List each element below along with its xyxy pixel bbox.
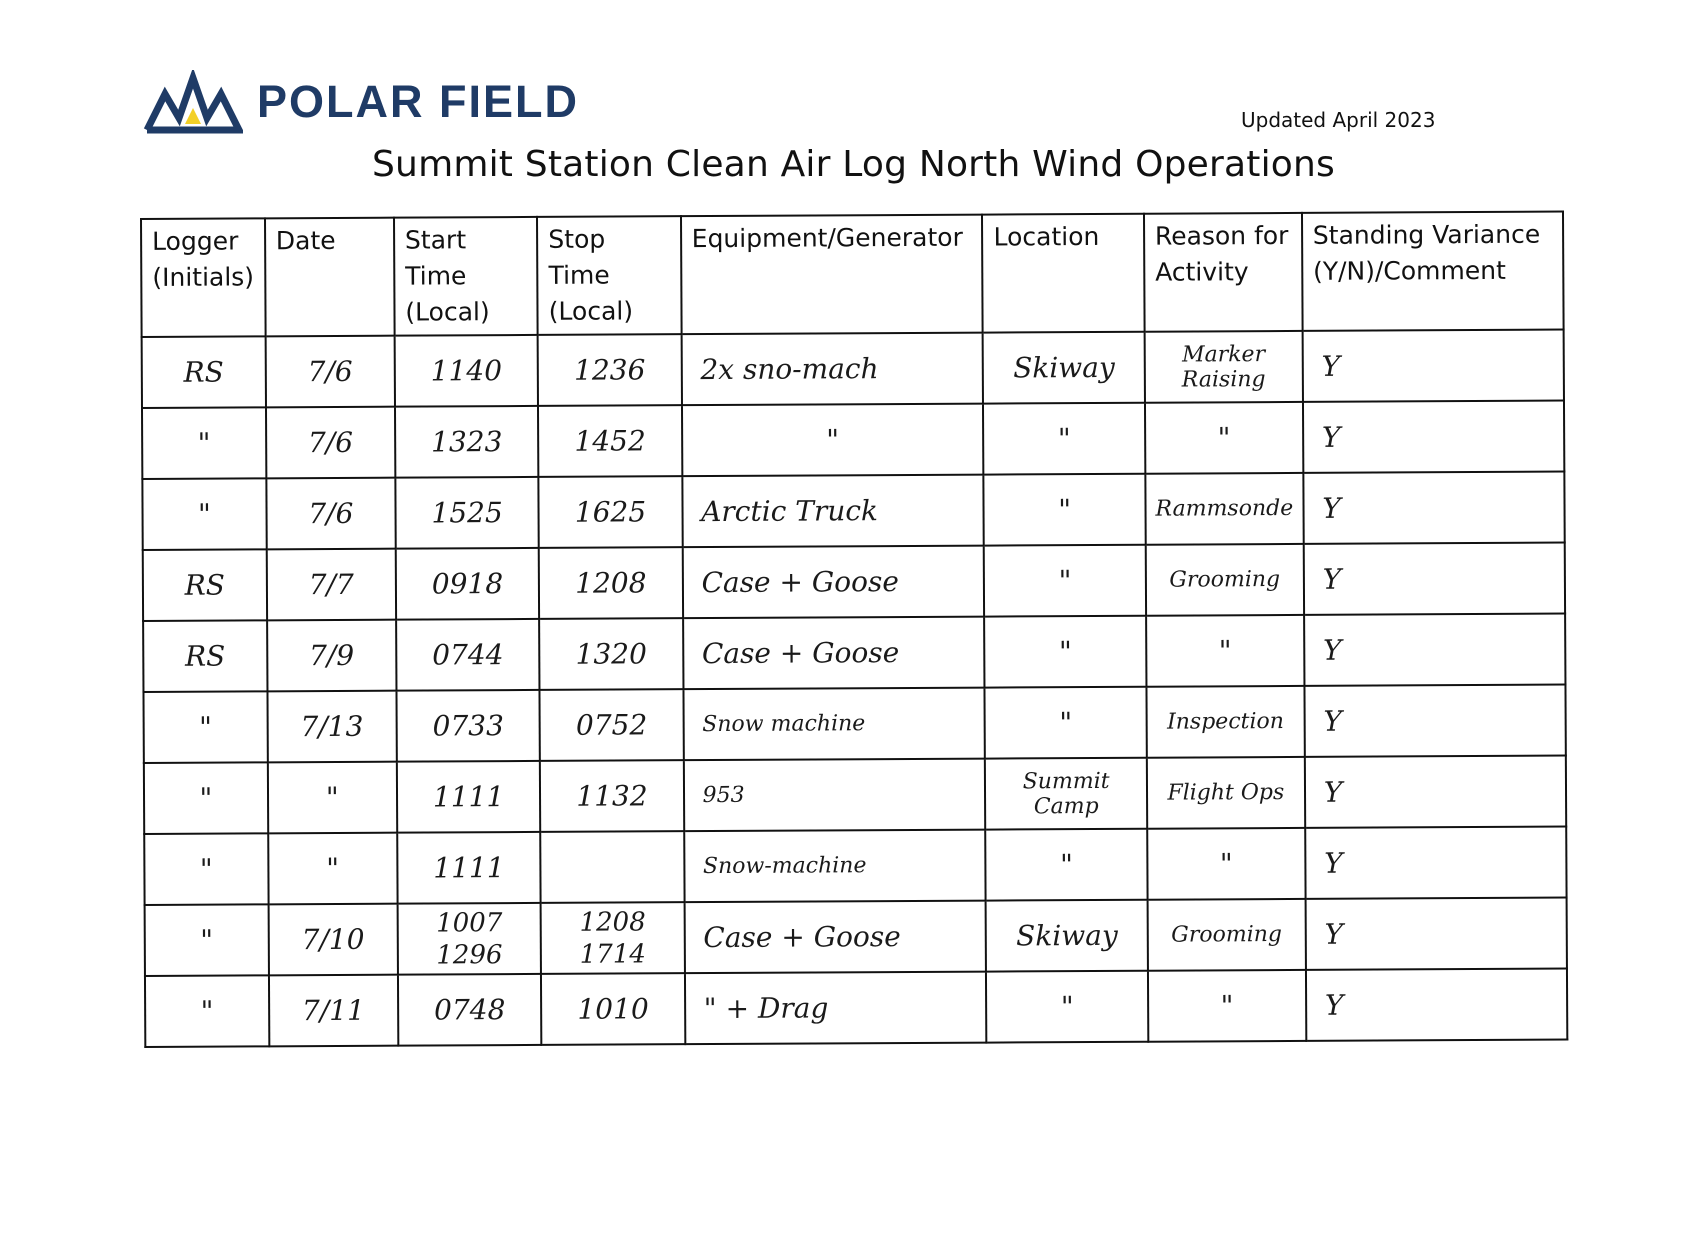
cell-location: Summit Camp [985,758,1147,830]
header-stop-time: Stop Time (Local) [537,216,681,335]
header-date: Date [265,218,395,337]
cell-date: 7/13 [267,691,397,763]
cell-stop-first: 1208 [579,906,646,938]
logo-text: POLAR FIELD [257,76,579,127]
cell-stop: 1236 [538,334,682,406]
cell-location: " [986,971,1148,1043]
table-row [142,472,1564,550]
cell-reason: Rammsonde [1145,473,1303,545]
cell-stop [540,831,684,903]
cell-equipment: Arctic Truck [682,475,984,548]
table-row [145,898,1567,976]
cell-location: " [983,403,1145,475]
header-reason: Reason for Activity [1144,213,1303,332]
header-logger: Logger (Initials) [141,218,265,337]
table-row [142,401,1564,479]
cell-location: " [986,829,1148,901]
cell-date: 7/7 [266,549,396,621]
table-row [145,969,1567,1047]
cell-start [397,903,541,975]
cell-equipment: " [682,404,984,477]
cell-stop: 1132 [540,760,684,832]
cell-date: " [268,833,398,905]
cell-logger: " [144,762,268,834]
cell-equipment: Case + Goose [683,617,985,690]
cell-start: 0733 [396,690,540,762]
cell-start: 1111 [397,832,541,904]
cell-logger: RS [143,620,267,692]
cell-date: 7/9 [267,620,397,692]
cell-stop: 1010 [541,973,685,1045]
cell-reason: Grooming [1147,899,1305,971]
page-title: Summit Station Clean Air Log North Wind Operations [372,144,1335,185]
cell-equipment: 2x sno-mach [681,333,983,406]
header-equipment: Equipment/Generator [681,215,983,335]
cell-location: Skiway [983,332,1145,404]
cell-reason: Inspection [1146,686,1304,758]
cell-reason: " [1145,402,1303,474]
cell-location: " [985,687,1147,759]
cell-stop: 1320 [539,618,683,690]
cell-date: " [268,762,398,834]
cell-reason: " [1148,970,1306,1042]
table-row [144,827,1566,905]
mountain-logo-icon [143,70,243,134]
cell-logger: RS [143,549,267,621]
cell-date: 7/6 [265,336,395,408]
cell-start: 0918 [396,548,540,620]
cell-variance: Y [1304,614,1566,686]
table-row [143,685,1565,763]
header-start-time: Start Time (Local) [394,217,538,336]
cell-start-second: 1296 [436,939,503,970]
cell-equipment: Case + Goose [684,901,986,974]
cell-start-first: 1007 [436,907,503,938]
cell-equipment: Case + Goose [682,546,984,619]
cell-variance: Y [1305,898,1567,970]
cell-stop: 0752 [540,689,684,761]
cell-variance: Y [1302,330,1564,402]
cell-stop [541,902,685,974]
cell-reason: " [1147,828,1305,900]
cell-variance: Y [1305,756,1567,828]
updated-date: Updated April 2023 [1241,108,1436,132]
cell-date: 7/11 [269,975,399,1047]
cell-date: 7/10 [268,904,398,976]
table-row [142,330,1564,408]
polar-field-logo [143,70,579,134]
cell-stop: 1208 [539,547,683,619]
cell-variance: Y [1305,827,1567,899]
cell-location: " [985,616,1147,688]
cell-date: 7/6 [266,478,396,550]
cell-start: 0744 [396,619,540,691]
cell-variance: Y [1304,685,1566,757]
header-location: Location [982,214,1144,333]
cell-date: 7/6 [266,407,396,479]
table-row [144,756,1566,834]
cell-start: 1111 [397,761,541,833]
cell-start: 1323 [395,406,539,478]
cell-stop: 1625 [539,476,683,548]
cell-equipment: Snow-machine [684,830,986,903]
cell-start: 1525 [395,477,539,549]
cell-equipment: 953 [683,759,985,832]
header-variance: Standing Variance (Y/N)/Comment [1302,212,1564,331]
cell-variance: Y [1303,543,1565,615]
cell-location: " [984,545,1146,617]
cell-start: 0748 [398,974,542,1046]
cell-logger: " [145,904,269,976]
clean-air-log-table [140,211,1568,1048]
cell-reason: Grooming [1146,544,1304,616]
table-header-row [141,212,1564,337]
cell-variance: Y [1303,401,1565,473]
cell-logger: " [142,478,266,550]
cell-reason: Marker Raising [1144,331,1302,403]
cell-equipment: Snow machine [683,688,985,761]
cell-location: " [984,474,1146,546]
cell-variance: Y [1303,472,1565,544]
cell-stop: 1452 [538,405,682,477]
table-row [143,614,1565,692]
cell-reason: Flight Ops [1147,757,1305,829]
table-row [143,543,1565,621]
cell-variance: Y [1306,969,1568,1041]
cell-logger: RS [142,336,266,408]
cell-reason: " [1146,615,1304,687]
cell-location: Skiway [986,900,1148,972]
cell-logger: " [142,407,266,479]
cell-stop-second: 1714 [579,938,646,970]
cell-logger: " [145,975,269,1047]
cell-logger: " [144,833,268,905]
cell-logger: " [143,691,267,763]
cell-equipment: " + Drag [685,972,987,1045]
cell-start: 1140 [395,335,539,407]
